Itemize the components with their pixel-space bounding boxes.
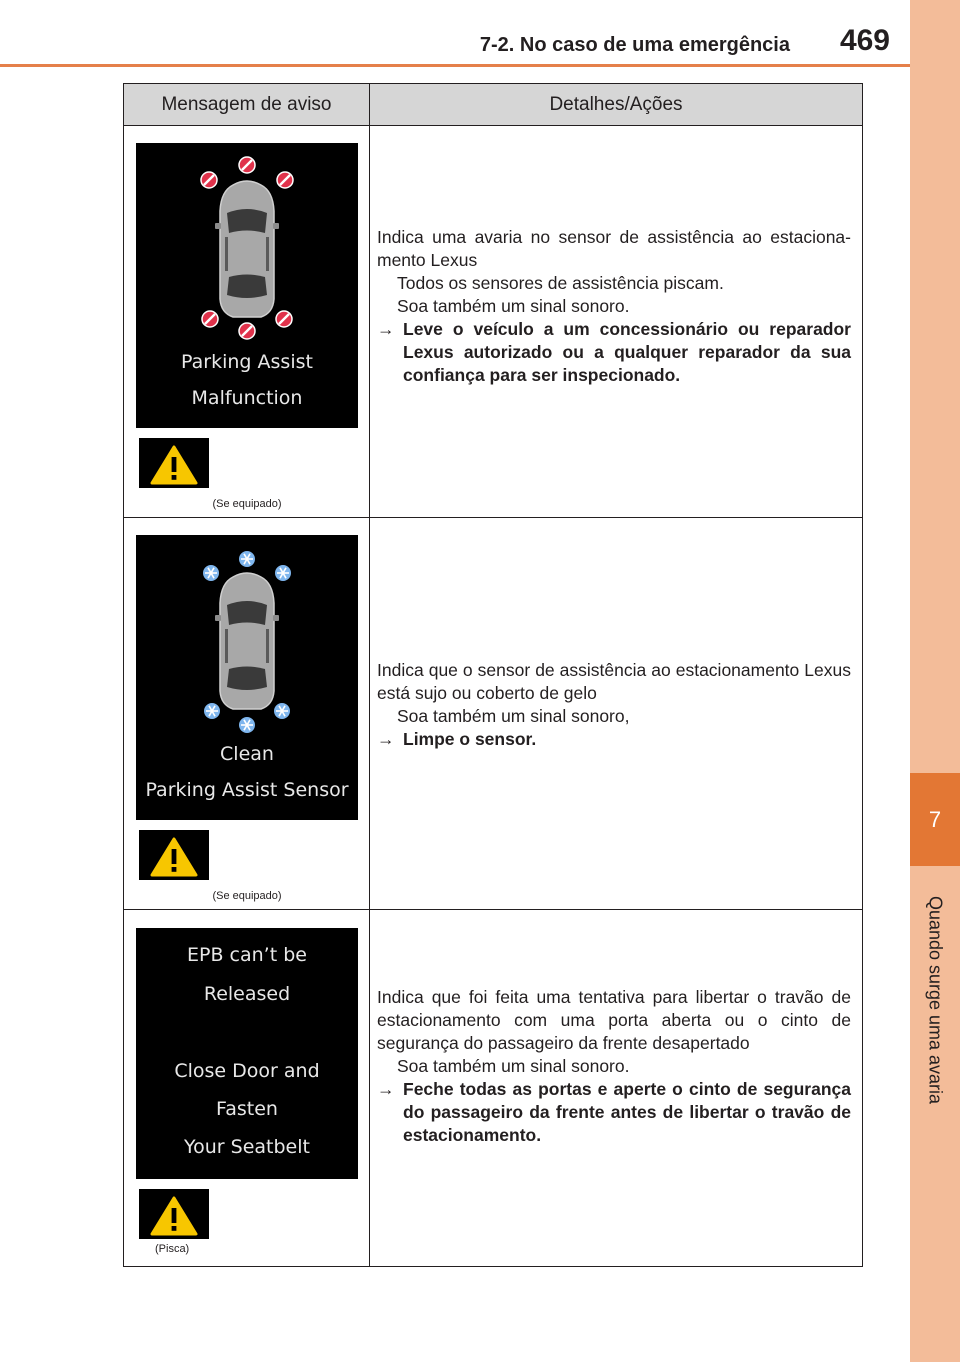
screen-message-line: Fasten bbox=[216, 1098, 278, 1120]
description-text: Indica uma avaria no sensor de assistência ao estaciona-mento Lexus bbox=[377, 227, 851, 270]
action-text: Limpe o sensor. bbox=[403, 728, 537, 749]
snowflake-icon bbox=[239, 717, 255, 733]
header-rule bbox=[0, 64, 910, 67]
details-cell bbox=[370, 910, 862, 1266]
arrow-icon: → bbox=[377, 728, 395, 749]
warning-light bbox=[139, 830, 209, 880]
screen-message-line: Parking Assist Sensor bbox=[145, 779, 349, 801]
warning-message-cell bbox=[124, 126, 370, 517]
screen-message-line: Malfunction bbox=[191, 387, 303, 409]
detail-line: Todos os sensores de assistência piscam. bbox=[397, 273, 724, 293]
column-header-message: Mensagem de aviso bbox=[124, 84, 370, 125]
detail-line: Soa também um sinal sonoro. bbox=[397, 296, 630, 316]
caption: (Se equipado) bbox=[212, 890, 282, 902]
warning-triangle-icon bbox=[149, 833, 199, 877]
section-title: 7-2. No caso de uma emergência bbox=[479, 34, 790, 56]
page-number: 469 bbox=[839, 24, 890, 57]
warning-triangle-icon bbox=[149, 1192, 199, 1236]
description-text: Indica que o sensor de assistência ao estacionamento Lexus está sujo ou coberto de gelo bbox=[377, 659, 851, 703]
arrow-icon: → bbox=[377, 1078, 395, 1099]
table-header bbox=[124, 84, 862, 126]
screen-message-line: Parking Assist bbox=[181, 351, 313, 373]
column-header-details: Detalhes/Ações bbox=[549, 93, 683, 115]
display-screen-parking-assist-malfunction bbox=[136, 143, 358, 428]
description-text: Indica que foi feita uma tentativa para libertar o travão de estacionamento com uma porta aberta ou o cinto de segurança do passageiro da frente desapertado bbox=[377, 986, 851, 1053]
sensor-fault-icon bbox=[239, 323, 255, 339]
screen-message-line: EPB can’t be bbox=[187, 944, 307, 966]
snowflake-icon bbox=[204, 703, 220, 719]
action-instruction bbox=[377, 1078, 851, 1147]
screen-message-line: Your Seatbelt bbox=[184, 1136, 310, 1158]
warning-light bbox=[139, 1189, 209, 1239]
snowflake-icon bbox=[239, 551, 255, 567]
chapter-sidebar bbox=[910, 0, 960, 1362]
table-row bbox=[124, 126, 862, 518]
action-instruction bbox=[377, 318, 851, 387]
detail-line: Soa também um sinal sonoro. bbox=[397, 1055, 630, 1076]
warning-message-cell bbox=[124, 910, 370, 1266]
caption: (Se equipado) bbox=[212, 498, 282, 510]
warning-light bbox=[139, 438, 209, 488]
warning-triangle-icon bbox=[149, 441, 199, 485]
action-instruction bbox=[377, 728, 851, 751]
details-cell bbox=[370, 126, 862, 517]
warning-message-cell bbox=[124, 518, 370, 909]
snowflake-icon bbox=[275, 565, 291, 581]
chapter-number: 7 bbox=[928, 806, 942, 832]
sensor-fault-icon bbox=[277, 172, 293, 188]
chapter-tab[interactable] bbox=[910, 773, 960, 866]
screen-message-line: Clean bbox=[220, 743, 274, 765]
table-row bbox=[124, 910, 862, 1266]
sensor-fault-icon bbox=[201, 172, 217, 188]
table-row bbox=[124, 518, 862, 910]
car-top-view-icon bbox=[136, 535, 358, 735]
screen-message-line: Close Door and bbox=[174, 1060, 320, 1082]
car-top-view-icon bbox=[136, 143, 358, 343]
caption: (Pisca) bbox=[155, 1243, 190, 1255]
action-text: Feche todas as portas e aperte o cinto de segurança do passageiro da frente antes de libertar o travão de estacionamento. bbox=[403, 1078, 851, 1145]
sensor-fault-icon bbox=[239, 157, 255, 173]
sensor-fault-icon bbox=[202, 311, 218, 327]
chapter-label: Quando surge uma avaria bbox=[925, 895, 946, 1105]
warning-message-table bbox=[123, 83, 863, 1267]
detail-line: Soa também um sinal sonoro, bbox=[397, 705, 630, 726]
sensor-fault-icon bbox=[276, 311, 292, 327]
display-screen-epb-cant-be-released bbox=[136, 928, 358, 1179]
snowflake-icon bbox=[203, 565, 219, 581]
details-cell bbox=[370, 518, 862, 909]
snowflake-icon bbox=[274, 703, 290, 719]
screen-message-line: Released bbox=[203, 983, 291, 1005]
action-text: Leve o veículo a um concessionário ou reparador Lexus autorizado ou a qualquer reparador da sua confiança para ser inspecionado. bbox=[403, 319, 851, 385]
display-screen-clean-sensor bbox=[136, 535, 358, 820]
arrow-icon: → bbox=[377, 319, 395, 339]
